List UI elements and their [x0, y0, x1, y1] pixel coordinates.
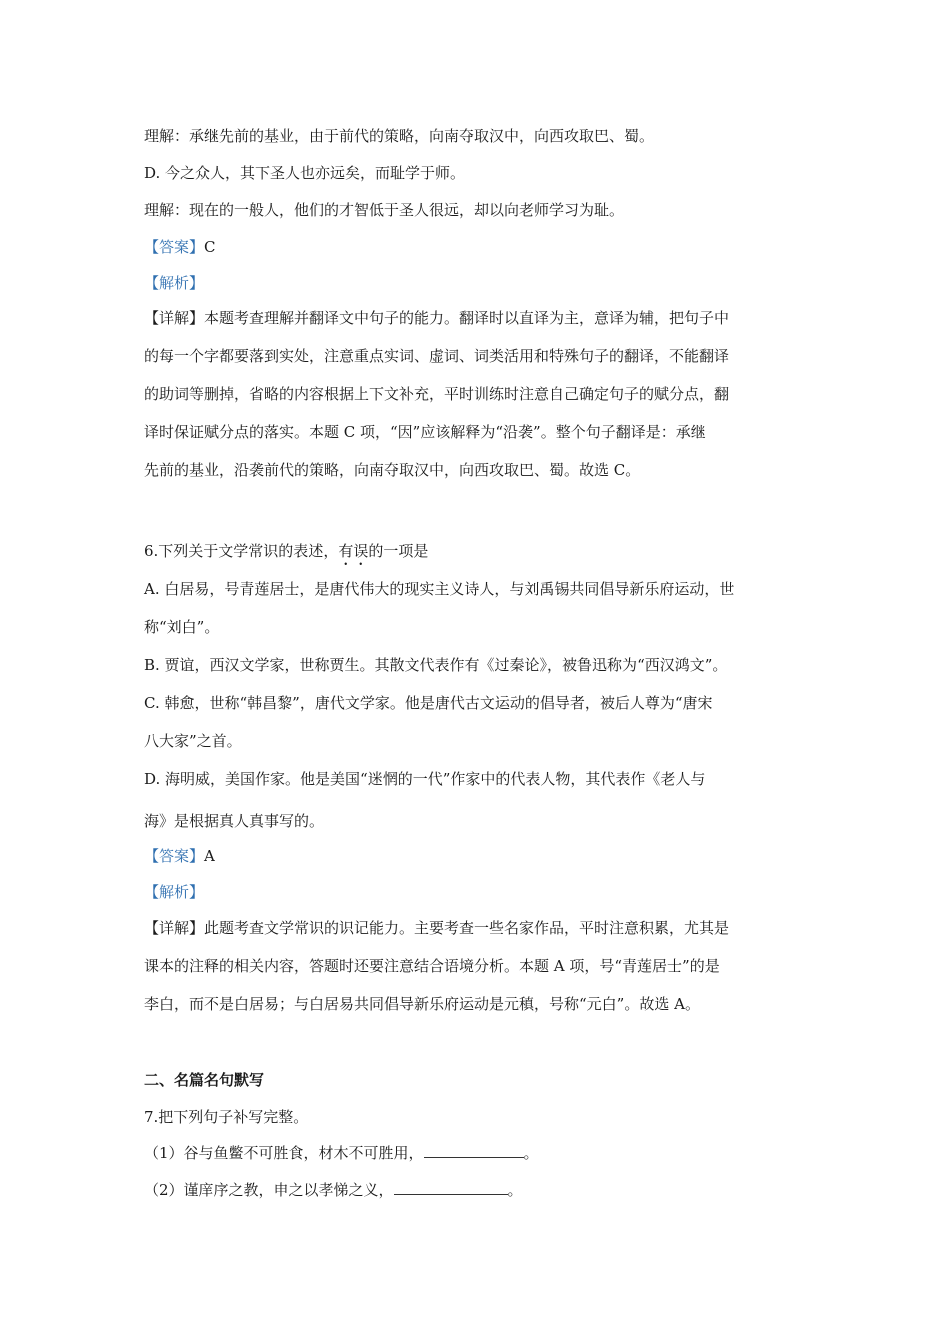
q7-stem: 7.把下列句子补写完整。	[144, 1108, 309, 1126]
stem-emphasis: 有误	[338, 542, 369, 560]
item-end: 。	[507, 1181, 523, 1199]
q6-detail-line: 李白，而不是白居易；与白居易共同倡导新乐府运动是元稹，号称“元白”。故选 A。	[144, 995, 700, 1013]
detail-tag: 【详解】	[144, 309, 205, 327]
fill-blank[interactable]	[394, 1180, 508, 1195]
q7-item-2	[144, 1180, 523, 1200]
q6-analysis-tag: 【解析】	[144, 883, 205, 901]
q6-detail-line: 课本的注释的相关内容，答题时还要注意结合语境分析。本题 A 项，号“青莲居士”的是	[144, 957, 720, 975]
fill-blank[interactable]	[424, 1143, 524, 1158]
q6-option-c: C. 韩愈，世称“韩昌黎”，唐代文学家。他是唐代古文运动的倡导者，被后人尊为“唐宋	[144, 694, 713, 712]
q5-translation-d: 理解：现在的一般人，他们的才智低于圣人很远，却以向老师学习为耻。	[144, 201, 625, 219]
q6-detail-line	[144, 918, 729, 938]
detail-text: 本题考查理解并翻译文中句子的能力。翻译时以直译为主，意译为辅，把句子中	[204, 309, 730, 327]
q5-detail-line: 先前的基业，沿袭前代的策略，向南夺取汉中，向西攻取巴、蜀。故选 C。	[144, 461, 641, 479]
q6-option-d: D. 海明威，美国作家。他是美国“迷惘的一代”作家中的代表人物，其代表作《老人与	[144, 770, 706, 788]
answer-tag: 【答案】	[144, 238, 205, 256]
section-heading: 二、名篇名句默写	[144, 1071, 265, 1089]
q5-option-d: D. 今之众人，其下圣人也亦远矣，而耻学于师。	[144, 164, 466, 182]
q6-answer	[144, 846, 215, 866]
answer-tag: 【答案】	[144, 847, 205, 865]
q6-option-b: B. 贾谊，西汉文学家，世称贾生。其散文代表作有《过秦论》，被鲁迅称为“西汉鸿文”。	[144, 656, 728, 674]
detail-tag: 【详解】	[144, 919, 205, 937]
q6-stem	[144, 541, 428, 569]
answer-value: A	[204, 847, 215, 865]
item-end: 。	[523, 1144, 539, 1162]
detail-text: 此题考查文学常识的识记能力。主要考查一些名家作品，平时注意积累，尤其是	[204, 919, 730, 937]
stem-text: 6.下列关于文学常识的表述，	[144, 542, 339, 560]
q6-option-d-cont: 海》是根据真人真事写的。	[144, 812, 325, 830]
answer-value: C	[204, 238, 216, 256]
q5-analysis-tag: 【解析】	[144, 274, 205, 292]
q5-detail-line: 的助词等删掉，省略的内容根据上下文补充，平时训练时注意自己确定句子的赋分点，翻	[144, 385, 730, 403]
item-text: （2）谨庠序之教，申之以孝悌之义，	[144, 1181, 394, 1199]
q5-answer	[144, 237, 216, 257]
q5-translation-c: 理解：承继先前的基业，由于前代的策略，向南夺取汉中，向西攻取巴、蜀。	[144, 127, 655, 145]
q7-item-1	[144, 1143, 539, 1163]
q6-option-c-cont: 八大家”之首。	[144, 732, 242, 750]
item-text: （1）谷与鱼鳖不可胜食，材木不可胜用，	[144, 1144, 424, 1162]
stem-text: 的一项是	[368, 542, 429, 560]
q5-detail-line: 译时保证赋分点的落实。本题 C 项，“因”应该解释为“沿袭”。整个句子翻译是：承继	[144, 423, 706, 441]
q6-option-a: A. 白居易，号青莲居士，是唐代伟大的现实主义诗人，与刘禹锡共同倡导新乐府运动，世	[144, 580, 735, 598]
q5-detail-line	[144, 308, 729, 328]
q5-detail-line: 的每一个字都要落到实处，注意重点实词、虚词、词类活用和特殊句子的翻译，不能翻译	[144, 347, 730, 365]
q6-option-a-cont: 称“刘白”。	[144, 618, 220, 636]
